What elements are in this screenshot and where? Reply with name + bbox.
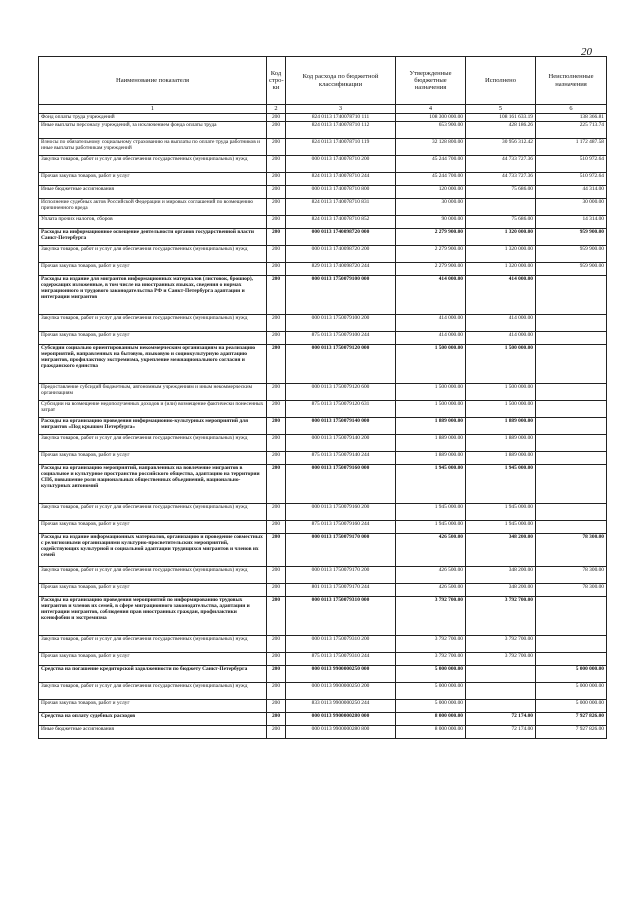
row-executed-cell: 1 889 000.00	[466, 452, 536, 465]
row-unexecuted-cell: 959 900.00	[536, 229, 607, 246]
header-executed: Исполнено	[466, 57, 536, 105]
row-executed-cell: 1 500 000.00	[466, 384, 536, 401]
row-name-cell: Расходы на организацию проведения информационно-культурных мероприятий для мигрантов «Под крышом Петербурга»	[39, 418, 267, 435]
row-executed-cell: 3 792 700.00	[466, 653, 536, 666]
row-approved-cell: 30 000.00	[396, 199, 466, 216]
table-row	[39, 418, 607, 435]
row-line-cell: 200	[267, 584, 286, 597]
row-code-cell: 000 0113 1750079170 000	[286, 534, 396, 567]
table-row	[39, 186, 607, 199]
table-row	[39, 345, 607, 384]
table-row	[39, 315, 607, 332]
row-line-cell: 200	[267, 597, 286, 636]
row-approved-cell: 1 500 000.00	[396, 345, 466, 384]
row-approved-cell: 2 279 900.00	[396, 263, 466, 276]
row-unexecuted-cell: 78 300.00	[536, 567, 607, 584]
row-unexecuted-cell: 5 000 000.00	[536, 700, 607, 713]
table-row	[39, 567, 607, 584]
row-code-cell: 000 0113 1750079100 000	[286, 276, 396, 315]
row-unexecuted-cell	[536, 521, 607, 534]
row-executed-cell: 348 200.00	[466, 584, 536, 597]
row-code-cell: 000 0113 1740078710 800	[286, 186, 396, 199]
row-name-cell: Иные выплаты персоналу учреждений, за исключением фонда оплаты труда	[39, 122, 267, 139]
row-line-cell: 200	[267, 683, 286, 700]
table-row	[39, 139, 607, 156]
table-row	[39, 156, 607, 173]
row-approved-cell: 414 000.00	[396, 332, 466, 345]
table-row	[39, 384, 607, 401]
header-line-code: Код стро-ки	[267, 57, 286, 105]
row-code-cell: 824 0113 1740078710 112	[286, 122, 396, 139]
row-line-cell: 200	[267, 401, 286, 418]
row-approved-cell: 5 000 000.00	[396, 700, 466, 713]
row-line-cell: 200	[267, 173, 286, 186]
row-code-cell: 824 0113 1740078710 244	[286, 173, 396, 186]
column-number: 6	[536, 105, 607, 114]
row-executed-cell: 1 500 000.00	[466, 345, 536, 384]
row-approved-cell: 120 000.00	[396, 186, 466, 199]
row-name-cell: Прочая закупка товаров, работ и услуг	[39, 332, 267, 345]
row-executed-cell	[466, 666, 536, 683]
row-name-cell: Средства на оплату судебных расходов	[39, 713, 267, 726]
row-line-cell: 200	[267, 521, 286, 534]
table-row	[39, 636, 607, 653]
table-row	[39, 199, 607, 216]
row-name-cell: Расходы на издание информационных материалов, организацию и проведение совместных с религиозными организациями культурно-просветительских мероприятий, содействующих культурной и социальной адаптации трудящихся мигрантов и членов их семей	[39, 534, 267, 567]
table-row	[39, 700, 607, 713]
row-name-cell: Прочая закупка товаров, работ и услуг	[39, 452, 267, 465]
row-code-cell: 829 0113 1740098720 244	[286, 263, 396, 276]
row-approved-cell: 1 945 000.00	[396, 521, 466, 534]
table-row	[39, 653, 607, 666]
row-unexecuted-cell	[536, 384, 607, 401]
row-name-cell: Фонд оплаты труда учреждений	[39, 114, 267, 122]
row-executed-cell	[466, 683, 536, 700]
row-unexecuted-cell: 30 000.00	[536, 199, 607, 216]
row-line-cell: 200	[267, 216, 286, 229]
row-line-cell: 200	[267, 276, 286, 315]
row-code-cell: 000 0113 1750079140 200	[286, 435, 396, 452]
row-executed-cell	[466, 700, 536, 713]
row-approved-cell: 108 300 000.00	[396, 114, 466, 122]
table-row	[39, 229, 607, 246]
table-row	[39, 246, 607, 263]
row-line-cell: 200	[267, 418, 286, 435]
row-name-cell: Закупка товаров, работ и услуг для обеспечения государственных (муниципальных) нужд	[39, 636, 267, 653]
row-executed-cell: 414 000.00	[466, 332, 536, 345]
row-approved-cell: 426 500.00	[396, 567, 466, 584]
row-code-cell: 000 0113 9900000250 000	[286, 666, 396, 683]
row-unexecuted-cell	[536, 504, 607, 521]
row-name-cell: Субсидии социально ориентированным некоммерческим организациям на реализацию мероприятий, направленных на бытовую, языковую и социокультурную адаптацию мигрантов, профилактику экстремизма, укрепление межнационального согласия и гражданского единства	[39, 345, 267, 384]
row-line-cell: 200	[267, 122, 286, 139]
row-line-cell: 200	[267, 384, 286, 401]
table-header-row	[39, 57, 607, 105]
row-name-cell: Прочая закупка товаров, работ и услуг	[39, 263, 267, 276]
table-row	[39, 114, 607, 122]
table-row	[39, 452, 607, 465]
row-name-cell: Средства на погашение кредиторской задолженности по бюджету Санкт-Петербурга	[39, 666, 267, 683]
row-executed-cell: 75 686.00	[466, 186, 536, 199]
row-line-cell: 200	[267, 726, 286, 739]
row-unexecuted-cell: 7 927 826.00	[536, 713, 607, 726]
table-row	[39, 584, 607, 597]
column-number: 3	[286, 105, 396, 114]
row-name-cell: Уплата прочих налогов, сборов	[39, 216, 267, 229]
row-approved-cell: 426 500.00	[396, 584, 466, 597]
row-line-cell: 200	[267, 452, 286, 465]
row-approved-cell: 90 000.00	[396, 216, 466, 229]
row-line-cell: 200	[267, 315, 286, 332]
table-row	[39, 332, 607, 345]
row-executed-cell: 108 161 633.19	[466, 114, 536, 122]
row-approved-cell: 32 128 800.00	[396, 139, 466, 156]
row-name-cell: Прочая закупка товаров, работ и услуг	[39, 653, 267, 666]
row-code-cell: 000 0113 1750079140 000	[286, 418, 396, 435]
row-executed-cell: 1 945 000.00	[466, 521, 536, 534]
row-approved-cell: 3 792 700.00	[396, 597, 466, 636]
row-name-cell: Исполнение судебных актов Российской Федерации и мировых соглашений по возмещению причиненного вреда	[39, 199, 267, 216]
row-line-cell: 200	[267, 435, 286, 452]
table-row	[39, 216, 607, 229]
row-executed-cell: 72 174.00	[466, 713, 536, 726]
row-approved-cell: 8 000 000.00	[396, 713, 466, 726]
row-line-cell: 200	[267, 666, 286, 683]
row-executed-cell: 1 889 000.00	[466, 418, 536, 435]
row-line-cell: 200	[267, 139, 286, 156]
row-name-cell: Закупка товаров, работ и услуг для обеспечения государственных (муниципальных) нужд	[39, 567, 267, 584]
row-line-cell: 200	[267, 345, 286, 384]
row-code-cell: 801 0113 1750079170 244	[286, 584, 396, 597]
row-code-cell: 000 0113 1740098720 000	[286, 229, 396, 246]
row-code-cell: 824 0113 1740078710 111	[286, 114, 396, 122]
row-approved-cell: 1 500 000.00	[396, 401, 466, 418]
row-unexecuted-cell	[536, 315, 607, 332]
row-name-cell: Расходы на информационное освещение деятельности органов государственной власти Санкт-Петербурга	[39, 229, 267, 246]
row-executed-cell: 414 000.00	[466, 315, 536, 332]
row-executed-cell: 1 500 000.00	[466, 401, 536, 418]
row-approved-cell: 1 889 000.00	[396, 435, 466, 452]
row-approved-cell: 1 889 000.00	[396, 452, 466, 465]
row-line-cell: 200	[267, 263, 286, 276]
table-row	[39, 597, 607, 636]
table-row	[39, 263, 607, 276]
row-line-cell: 200	[267, 332, 286, 345]
row-code-cell: 000 0113 1750079160 000	[286, 465, 396, 504]
row-code-cell: 833 0113 9900000250 244	[286, 700, 396, 713]
row-executed-cell: 348 200.00	[466, 534, 536, 567]
row-code-cell: 000 0113 1750079160 200	[286, 504, 396, 521]
row-executed-cell: 414 000.00	[466, 276, 536, 315]
row-code-cell: 824 0113 1740078710 852	[286, 216, 396, 229]
row-unexecuted-cell	[536, 636, 607, 653]
row-executed-cell: 3 792 700.00	[466, 636, 536, 653]
row-unexecuted-cell	[536, 452, 607, 465]
row-line-cell: 200	[267, 186, 286, 199]
row-name-cell: Иные бюджетные ассигнования	[39, 726, 267, 739]
row-executed-cell: 3 792 700.00	[466, 597, 536, 636]
row-name-cell: Иные бюджетные ассигнования	[39, 186, 267, 199]
budget-execution-table	[38, 56, 607, 739]
table-row	[39, 683, 607, 700]
table-row	[39, 435, 607, 452]
row-unexecuted-cell: 510 972.64	[536, 156, 607, 173]
row-approved-cell: 3 792 700.00	[396, 636, 466, 653]
row-line-cell: 200	[267, 114, 286, 122]
row-line-cell: 200	[267, 567, 286, 584]
row-name-cell: Закупка товаров, работ и услуг для обеспечения государственных (муниципальных) нужд	[39, 315, 267, 332]
row-unexecuted-cell: 44 314.00	[536, 186, 607, 199]
row-name-cell: Закупка товаров, работ и услуг для обеспечения государственных (муниципальных) нужд	[39, 246, 267, 263]
row-code-cell: 000 0113 1750079310 200	[286, 636, 396, 653]
row-approved-cell: 1 889 000.00	[396, 418, 466, 435]
row-name-cell: Расходы на организацию мероприятий, направленных на вовлечение мигрантов в социальное и культурное пространство российского общества, адаптацию на территории СПб, повышение роли национальных общественных объединений, национально-культурных автономий	[39, 465, 267, 504]
row-unexecuted-cell	[536, 345, 607, 384]
row-line-cell: 200	[267, 636, 286, 653]
row-unexecuted-cell: 14 314.00	[536, 216, 607, 229]
row-approved-cell: 2 279 900.00	[396, 229, 466, 246]
row-name-cell: Закупка товаров, работ и услуг для обеспечения государственных (муниципальных) нужд	[39, 683, 267, 700]
row-unexecuted-cell: 5 000 000.00	[536, 683, 607, 700]
column-number-row	[39, 105, 607, 114]
row-line-cell: 200	[267, 246, 286, 263]
column-number: 4	[396, 105, 466, 114]
row-approved-cell: 2 279 900.00	[396, 246, 466, 263]
row-name-cell: Предоставление субсидий бюджетным, автономным учреждениям и иным некоммерческим организациям	[39, 384, 267, 401]
table-row	[39, 726, 607, 739]
row-name-cell: Прочая закупка товаров, работ и услуг	[39, 584, 267, 597]
row-name-cell: Взносы по обязательному социальному страхованию на выплаты по оплате труда работников и иные выплаты работникам учреждений	[39, 139, 267, 156]
row-line-cell: 200	[267, 504, 286, 521]
table-row	[39, 276, 607, 315]
row-approved-cell: 5 000 000.00	[396, 666, 466, 683]
row-code-cell: 875 0113 1750079310 244	[286, 653, 396, 666]
row-line-cell: 200	[267, 199, 286, 216]
row-executed-cell: 1 889 000.00	[466, 435, 536, 452]
row-unexecuted-cell	[536, 653, 607, 666]
row-unexecuted-cell: 1 172 487.58	[536, 139, 607, 156]
header-expense-code: Код расхода по бюджетной классификации	[286, 57, 396, 105]
row-approved-cell: 1 500 000.00	[396, 384, 466, 401]
row-unexecuted-cell: 138 366.81	[536, 114, 607, 122]
table-row	[39, 401, 607, 418]
row-approved-cell: 3 792 700.00	[396, 653, 466, 666]
row-name-cell: Закупка товаров, работ и услуг для обеспечения государственных (муниципальных) нужд	[39, 504, 267, 521]
row-code-cell: 000 0113 1750079120 600	[286, 384, 396, 401]
row-approved-cell: 426 500.00	[396, 534, 466, 567]
row-code-cell: 000 0113 1750079310 000	[286, 597, 396, 636]
row-executed-cell: 72 174.00	[466, 726, 536, 739]
row-code-cell: 000 0113 1750079170 200	[286, 567, 396, 584]
row-line-cell: 200	[267, 229, 286, 246]
row-code-cell: 875 0113 1750079100 244	[286, 332, 396, 345]
table-row	[39, 534, 607, 567]
row-unexecuted-cell: 959 900.00	[536, 263, 607, 276]
row-code-cell: 000 0113 9900000280 800	[286, 726, 396, 739]
header-indicator-name: Наименование показателя	[39, 57, 267, 105]
row-code-cell: 000 0113 1750079100 200	[286, 315, 396, 332]
row-unexecuted-cell: 959 900.00	[536, 246, 607, 263]
row-name-cell: Прочая закупка товаров, работ и услуг	[39, 173, 267, 186]
row-unexecuted-cell	[536, 418, 607, 435]
row-executed-cell: 1 945 000.00	[466, 504, 536, 521]
row-executed-cell	[466, 199, 536, 216]
row-unexecuted-cell: 78 300.00	[536, 534, 607, 567]
row-executed-cell: 1 320 000.00	[466, 229, 536, 246]
row-approved-cell: 1 945 000.00	[396, 465, 466, 504]
row-unexecuted-cell	[536, 401, 607, 418]
row-code-cell: 875 0113 1750079160 244	[286, 521, 396, 534]
row-approved-cell: 45 244 700.00	[396, 156, 466, 173]
row-executed-cell: 44 733 727.36	[466, 156, 536, 173]
row-unexecuted-cell: 225 713.74	[536, 122, 607, 139]
table-row	[39, 173, 607, 186]
row-code-cell: 000 0113 1750079120 000	[286, 345, 396, 384]
row-code-cell: 875 0113 1750079140 244	[286, 452, 396, 465]
row-executed-cell: 75 686.00	[466, 216, 536, 229]
table-row	[39, 465, 607, 504]
row-executed-cell: 44 733 727.36	[466, 173, 536, 186]
row-approved-cell: 414 000.00	[396, 315, 466, 332]
row-code-cell: 824 0113 1740078710 119	[286, 139, 396, 156]
table-row	[39, 666, 607, 683]
row-approved-cell: 45 244 700.00	[396, 173, 466, 186]
row-unexecuted-cell: 5 000 000.00	[536, 666, 607, 683]
row-line-cell: 200	[267, 465, 286, 504]
column-number: 5	[466, 105, 536, 114]
row-approved-cell: 8 000 000.00	[396, 726, 466, 739]
row-executed-cell: 1 945 000.00	[466, 465, 536, 504]
row-executed-cell: 428 186.26	[466, 122, 536, 139]
row-code-cell: 000 0113 9900000280 000	[286, 713, 396, 726]
row-executed-cell: 1 320 000.00	[466, 246, 536, 263]
page-number: 20	[581, 46, 592, 58]
row-code-cell: 824 0113 1740078710 831	[286, 199, 396, 216]
row-unexecuted-cell	[536, 435, 607, 452]
row-executed-cell: 1 320 000.00	[466, 263, 536, 276]
row-line-cell: 200	[267, 534, 286, 567]
row-unexecuted-cell	[536, 332, 607, 345]
column-number: 2	[267, 105, 286, 114]
row-unexecuted-cell	[536, 276, 607, 315]
row-name-cell: Прочая закупка товаров, работ и услуг	[39, 700, 267, 713]
column-number: 1	[39, 105, 267, 114]
row-code-cell: 000 0113 9900000250 200	[286, 683, 396, 700]
row-executed-cell: 30 956 312.42	[466, 139, 536, 156]
row-line-cell: 200	[267, 156, 286, 173]
row-executed-cell: 348 200.00	[466, 567, 536, 584]
row-line-cell: 200	[267, 653, 286, 666]
row-unexecuted-cell: 510 972.64	[536, 173, 607, 186]
row-line-cell: 200	[267, 700, 286, 713]
row-unexecuted-cell: 7 927 826.00	[536, 726, 607, 739]
table-row	[39, 122, 607, 139]
row-unexecuted-cell	[536, 465, 607, 504]
row-name-cell: Закупка товаров, работ и услуг для обеспечения государственных (муниципальных) нужд	[39, 156, 267, 173]
table-row	[39, 504, 607, 521]
row-unexecuted-cell: 78 300.00	[536, 584, 607, 597]
row-approved-cell: 1 945 000.00	[396, 504, 466, 521]
row-approved-cell: 5 000 000.00	[396, 683, 466, 700]
table-row	[39, 713, 607, 726]
table-row	[39, 521, 607, 534]
row-name-cell: Субсидии на возмещение недополученных доходов и (или) возмещение фактически понесенных затрат	[39, 401, 267, 418]
row-approved-cell: 653 900.00	[396, 122, 466, 139]
row-name-cell: Расходы на организацию проведения мероприятий по информированию трудовых мигрантов и членов их семей, в сфере миграционного законодательства, адаптации и интеграции мигрантов, соблюдения прав иностранных граждан, профилактики ксенофобии и экстремизма	[39, 597, 267, 636]
row-name-cell: Расходы на издание для мигрантов информационных материалов (листовок, брошюр), содержащих изложенные, в том числе на иностранных языках, сведения о нормах миграционного и трудового законодательства РФ и Санкт-Петербурга адаптации и интеграции мигрантов	[39, 276, 267, 315]
row-name-cell: Закупка товаров, работ и услуг для обеспечения государственных (муниципальных) нужд	[39, 435, 267, 452]
row-name-cell: Прочая закупка товаров, работ и услуг	[39, 521, 267, 534]
row-code-cell: 000 0113 1740078710 200	[286, 156, 396, 173]
header-unexecuted: Неисполненные назначения	[536, 57, 607, 105]
row-unexecuted-cell	[536, 597, 607, 636]
row-approved-cell: 414 000.00	[396, 276, 466, 315]
header-approved: Утвержденные бюджетные назначения	[396, 57, 466, 105]
row-line-cell: 200	[267, 713, 286, 726]
table-body	[39, 114, 607, 739]
row-code-cell: 875 0113 1750079120 631	[286, 401, 396, 418]
row-code-cell: 000 0113 1740098720 200	[286, 246, 396, 263]
